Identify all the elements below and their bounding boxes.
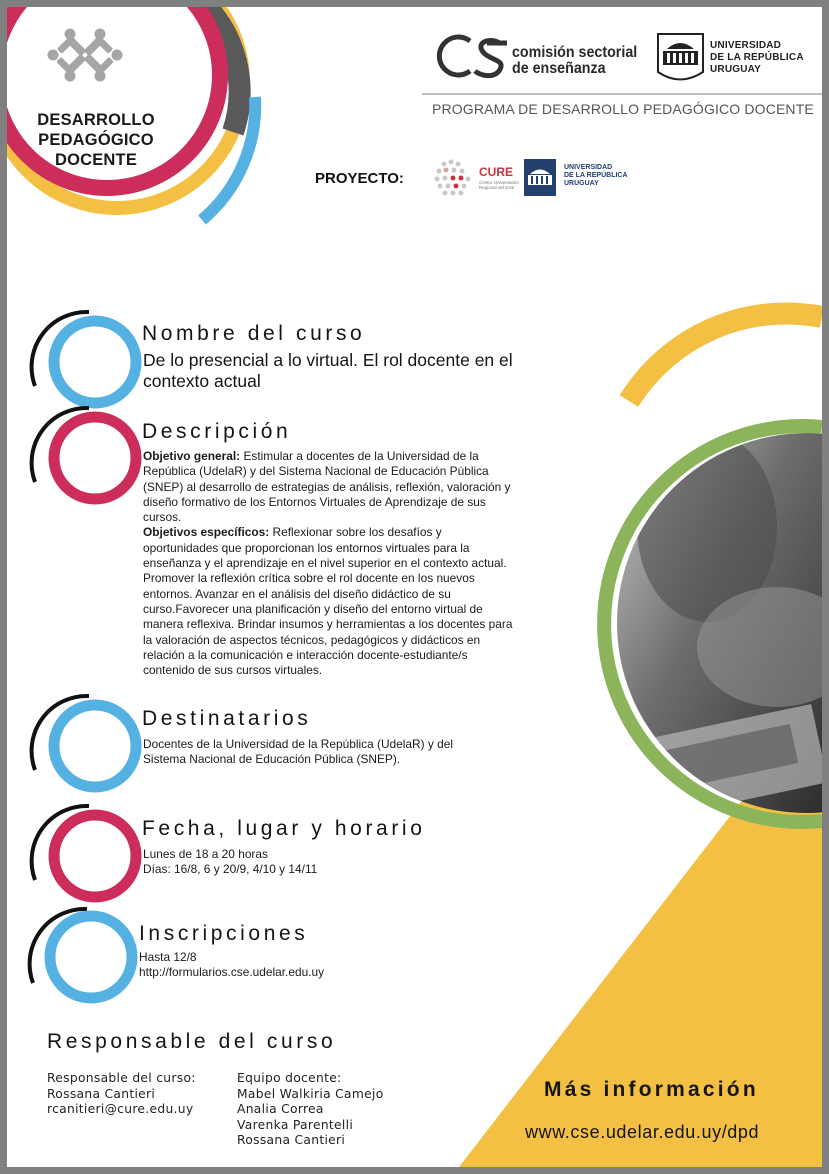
cure-dots-icon [435,160,471,196]
description-text [143,449,548,678]
description-line: curso.Favorecer una planificación y diseño del entorno virtual de [143,601,483,616]
brand-title-line: DESARROLLO [37,111,155,129]
fecha-line: Lunes de 18 a 20 horas [143,847,268,861]
section-title-destinatarios: Destinatarios [142,707,312,730]
description-line: relación a la comunicación e interacción docente-estudiante/s [143,647,468,662]
udelar-name-line: DE LA REPÚBLICA [710,52,804,63]
programa-title: PROGRAMA DE DESARROLLO PEDAGÓGICO DOCENTE [432,101,814,117]
responsable-left [47,1071,196,1118]
photo-placeholder [607,427,822,827]
general-objective-label: Objetivo general: [143,449,241,463]
destinatarios-text [143,737,548,768]
description-line: manera reflexiva. Brindar insumos y herramientas a los docentes para [143,617,513,632]
fecha-line: Días: 16/8, 6 y 20/9, 4/10 y 14/11 [143,862,318,877]
cse-name-line: comisión sectorial [512,44,638,61]
description-line [143,525,548,540]
destinatarios-line: Docentes de la Universidad de la República (UdelaR) y del [143,737,453,751]
responsable-email[interactable]: rcanitieri@cure.edu.uy [47,1102,194,1117]
yellow-arc-shape [629,314,822,401]
section-title-descripcion: Descripción [142,420,292,443]
description-line: entornos. Avanzar en el análisis del diseño didáctico de su [143,586,451,601]
udelar-name-line: UNIVERSIDAD [710,40,782,51]
responsable-line: Rossana Cantieri [47,1086,156,1101]
equipo-docente [237,1071,384,1149]
equipo-line: Equipo docente: [237,1071,342,1085]
inscripciones-text [139,950,544,981]
responsable-title: Responsable del curso [47,1030,337,1053]
inscripciones-link[interactable]: http://formularios.cse.udelar.edu.uy [139,965,325,980]
description-line: diseño formativo de los Entornos Virtuales de Aprendizaje de sus [143,494,486,509]
ring-nombre-icon [32,312,136,403]
equipo-line: Analia Correa [237,1102,324,1117]
mas-informacion-title: Más información [544,1078,759,1101]
brand-title-line: PEDAGÓGICO [38,131,154,149]
brand-title [27,110,165,170]
udelar-shield-small-icon [524,159,556,196]
course-name-line: De lo presencial a lo virtual. El rol docente en el [143,350,513,370]
description-line [143,449,548,464]
udelar-shield-icon [658,34,703,80]
specific-objectives-text: Reflexionar sobre los desafíos y [269,525,442,540]
ring-descripcion-icon [32,408,136,499]
cure-name: CURE [479,165,514,179]
udelar-small-line: DE LA REPÚBLICA [564,172,628,179]
section-title-fecha: Fecha, lugar y horario [142,817,426,840]
poster [7,7,822,1167]
section-title-nombre: Nombre del curso [142,322,366,345]
description-line: contenido de sus cursos virtuales. [143,663,323,678]
general-objective-text: Estimular a docentes de la Universidad de la [240,449,479,463]
proyecto-label: PROYECTO: [315,170,404,187]
description-line: la valoración de aspectos técnicos, pedagógicos y didácticos en [143,632,481,647]
ring-inscripciones-icon [30,909,132,998]
fecha-text [143,847,548,878]
udelar-small-line: URUGUAY [564,180,599,187]
inscripciones-line: Hasta 12/8 [139,950,197,964]
udelar-small-line: UNIVERSIDAD [564,164,613,171]
destinatarios-line: Sistema Nacional de Educación Pública (SNEP). [143,752,401,767]
equipo-line: Mabel Walkiria Camejo [237,1086,384,1101]
cure-subtitle: Centro Universitario Regional del Este [479,180,519,190]
description-line: (SNEP) al desarrollo de estrategias de análisis, reflexión, valoración y [143,479,511,494]
cse-name-line: de enseñanza [512,60,606,77]
section-title-inscripciones: Inscripciones [139,922,309,945]
equipo-line: Rossana Cantieri [237,1133,346,1148]
udelar-small-name [564,164,628,188]
udelar-name [710,40,804,76]
course-name [143,350,563,392]
responsable-line: Responsable del curso: [47,1071,196,1085]
cse-name [512,45,637,77]
description-line: República (UdelaR) y del Sistema Nacional de Educación Pública [143,464,489,479]
description-line: Promover la reflexión crítica sobre el rol docente en los nuevos [143,571,475,586]
ring-fecha-icon [32,806,136,897]
brand-title-line: DOCENTE [54,151,138,169]
info-url-link[interactable]: www.cse.udelar.edu.uy/dpd [525,1122,760,1142]
description-line: oportunidades que proporcionan los entornos virtuales para la [143,540,470,555]
ring-destinatarios-icon [32,696,136,787]
specific-objectives-label: Objetivos específicos: [143,525,270,540]
course-name-line: contexto actual [143,371,261,391]
description-line: enseñanza y el aprendizaje en el nivel superior en el contexto actual. [143,556,507,571]
cse-logo-icon [439,37,507,76]
equipo-line: Varenka Parentelli [237,1117,354,1132]
description-line: cursos. [143,510,182,525]
udelar-name-line: URUGUAY [710,64,762,75]
